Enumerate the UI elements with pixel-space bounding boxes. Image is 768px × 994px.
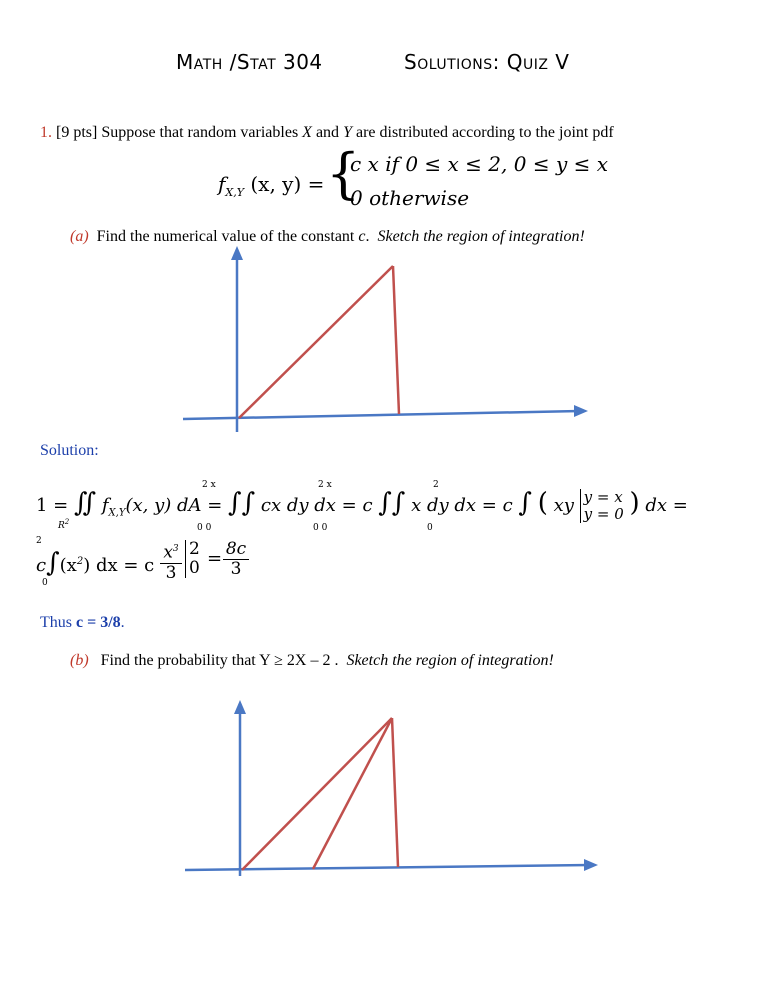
sol2-integral: ∫	[46, 548, 60, 578]
statement-part-b: are distributed according to the joint pdf	[355, 124, 614, 141]
sol2-fraction	[160, 540, 182, 583]
sol-iterated-integral-1: ∫∫	[228, 488, 256, 518]
sol2-result	[223, 540, 249, 579]
sol-eval-top: y = x	[583, 488, 623, 506]
sketch-a-y-arrow	[231, 246, 243, 260]
sol-dx-equals: dx =	[645, 495, 688, 516]
sol-limits-3: 2	[433, 480, 439, 490]
sol-cx-dydx: cx dy dx = c	[260, 495, 373, 516]
pdf-case2: 0 otherwise	[350, 186, 470, 210]
sketch-b-diagonal-y-eq-x	[242, 718, 392, 870]
part-a-text: Find the numerical value of the constant	[96, 228, 355, 245]
sol2-c: c	[36, 555, 47, 576]
sol2-equals: =	[207, 548, 223, 569]
sol-x-dydx: x dy dx = c	[411, 495, 513, 516]
sketch-b-x-arrow	[584, 859, 598, 871]
statement-part-a: Suppose that random variables	[101, 124, 299, 141]
sol2-result-num: 8c	[223, 540, 249, 560]
pdf-brace: {	[326, 142, 361, 205]
page-title: Solutions: Quiz V	[404, 50, 570, 74]
sol-xy: xy	[553, 495, 574, 516]
course-title: Math /Stat 304	[176, 50, 323, 74]
sol-single-integral: ∫	[518, 488, 532, 518]
part-b-instruction: Sketch the region of integration!	[346, 652, 554, 669]
sketch-b-region	[242, 718, 398, 870]
sol2-upper-limit: 2	[36, 536, 42, 546]
sol2-square: 2	[76, 556, 84, 567]
sol-answer-period: .	[120, 614, 125, 631]
pdf-args: (x, y) =	[250, 172, 325, 196]
sol-region	[58, 518, 69, 531]
solution-line2	[36, 548, 154, 578]
sol-iterated-integral-2: ∫∫	[378, 488, 406, 518]
sketch-a-region	[239, 266, 399, 418]
sol-thus: Thus	[40, 614, 72, 631]
sol-dA: (x, y) dA =	[125, 495, 223, 516]
sol2-frac-den: 3	[165, 562, 177, 583]
sol-f: f	[101, 495, 109, 516]
sol2-eval	[185, 540, 200, 578]
sol-eval-bottom: y = 0	[583, 505, 624, 523]
sol-lower-limits-1: 0 0	[197, 523, 212, 533]
solution-label: Solution:	[40, 442, 99, 459]
sol-limits-1: 2 x	[202, 480, 216, 490]
var-x: X	[302, 124, 312, 141]
sol-eval-bar	[580, 489, 624, 523]
pdf-subscript: X,Y	[225, 186, 244, 199]
pdf-case1: c x if 0 ≤ x ≤ 2, 0 ≤ y ≤ x	[350, 152, 608, 176]
sol-limits-2: 2 x	[318, 480, 332, 490]
sol-region-r: R	[58, 521, 65, 531]
statement-and: and	[315, 124, 340, 141]
part-a-period: .	[365, 228, 370, 245]
sol2-frac-num: x	[163, 542, 173, 563]
sol2-dx: ) dx = c	[83, 555, 155, 576]
part-a-instruction: Sketch the region of integration!	[377, 228, 585, 245]
var-y: Y	[343, 124, 352, 141]
sol-one: 1 =	[36, 495, 69, 516]
sketch-b-vertical-x-eq-2	[392, 718, 398, 867]
sol-f-sub: X,Y	[108, 507, 126, 519]
problem-points: [9 pts]	[56, 124, 98, 141]
sketch-a-vertical-x-eq-2	[393, 266, 399, 414]
sol2-result-den: 3	[230, 559, 242, 579]
part-b-question	[70, 652, 554, 670]
part-a-var-c: c	[358, 228, 366, 245]
sol-answer: c = 3/8	[76, 614, 121, 631]
sol-double-integral: ∬	[74, 488, 97, 518]
sol2-eval-top: 2	[189, 539, 200, 559]
solution-line1: 1 = ∬ $f_{X,Y}(x$, y) dA = ∫∫ cx dy dx = c ∫∫ x dy dx = c ∫ ( xy y = x y = 0 ) dx =	[36, 488, 688, 523]
part-b-text: Find the probability that Y ≥ 2X – 2 .	[100, 652, 339, 669]
sol2-frac-num-sup: 3	[172, 544, 179, 554]
sol-region-sup: 2	[64, 518, 70, 526]
sketch-a-diagonal-y-eq-x	[239, 266, 393, 418]
sketch-a-x-arrow	[574, 405, 588, 417]
part-a-label: (a)	[70, 228, 89, 245]
sol2-lower-limit: 0	[42, 578, 48, 588]
sol-lower-limits-2: 0 0	[313, 523, 328, 533]
problem-number: 1.	[40, 124, 52, 141]
sol2-body: (x	[59, 555, 77, 576]
solution-conclusion	[40, 614, 125, 632]
part-b-label: (b)	[70, 652, 89, 669]
pdf-f: f	[218, 172, 226, 196]
sol-lower-limits-3: 0	[427, 523, 433, 533]
sketch-b-line-y-eq-2x-2	[313, 718, 392, 869]
sol2-eval-bottom: 0	[189, 558, 200, 578]
sketch-b-y-arrow	[234, 700, 246, 714]
